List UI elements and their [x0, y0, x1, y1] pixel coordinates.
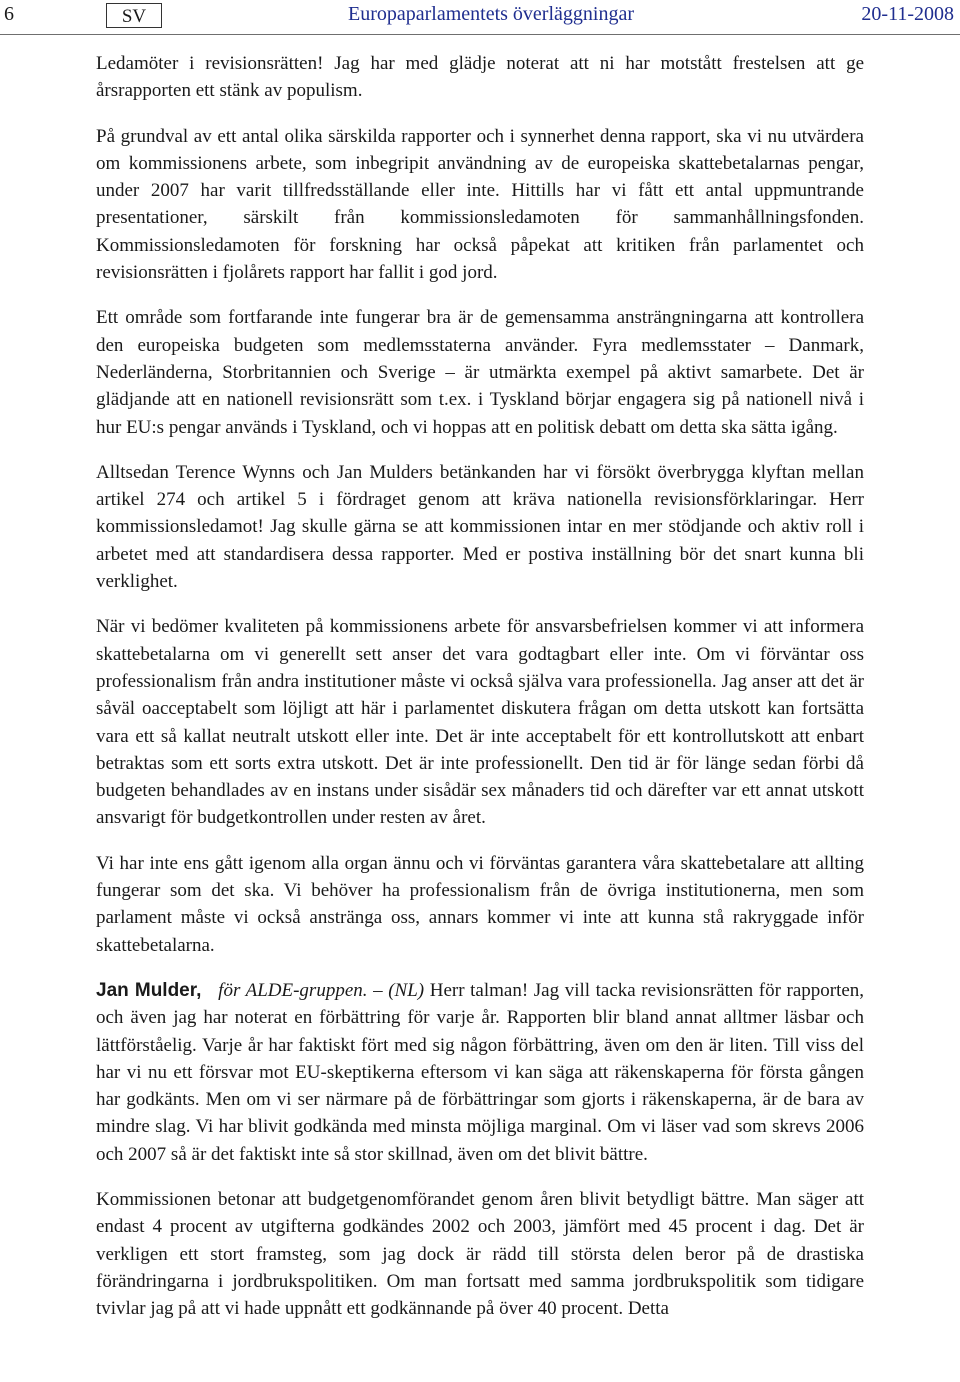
speaker-group: för ALDE-gruppen.: [218, 979, 368, 1001]
page-number: 6: [4, 3, 14, 25]
page-header: [0, 0, 960, 35]
document-date: 20-11-2008: [861, 3, 954, 25]
speech-paragraph: [96, 977, 864, 1168]
paragraph: Ett område som fortfarande inte fungerar bra är de gemensamma ansträngningarna att kontrollera den europeiska budgeten som medlemsstaterna använder. Fyra medlemsstater – Danmark, Nederländerna, Storbritannien och Sverige – är utmärkta exempel på aktivt samarbete. Det är glädjande att en nationell revisionsrätt som t.ex. i Tyskland börjar engagera sig på nationell nivå i hur EU:s pengar används i Tyskland, och vi hoppas att en politisk debatt om detta ska sätta igång.: [96, 307, 864, 438]
speech-text: Herr talman! Jag vill tacka revisionsrätten för rapporten, och även jag har noterat en förbättring för varje år. Rapporten blir bland annat alltmer läsbar och lättförståelig. Varje år har faktiskt fört med sig någon förbättring, även om den är liten. Till viss del har vi nu ett försvar mot EU-skeptikerna eftersom vi kan säga att räkenskaperna för första gången har godkänts. Men om vi ser närmare på de förbättringar som gjorts i räkenskaperna, är de bara av mindre slag. Vi har blivit godkända med minsta möjliga marginal. Om vi läser vad som skrevs 2006 och 2007 så är det faktiskt inte så stor skillnad, även om det blivit bättre.: [96, 979, 865, 1165]
document-title: Europaparlamentets överläggningar: [348, 3, 634, 25]
paragraph: När vi bedömer kvaliteten på kommissionens arbete för ansvarsbefrielsen kommer vi att informera skattebetalarna om vi generellt sett anser det vara godtagbart eller inte. Om vi förväntar oss professionalism från andra institutioner måste vi också själva vara professionella. Jag anser att det är såväl oacceptabelt som löjligt att här i parlamentet diskutera frågan om detta utskott kan fortsätta vara ett så kallat neutralt utskott eller inte. Det är inte acceptabelt för ett kontrollutskott att enbart betraktas som ett sorts extra utskott. Det är inte professionellt. Den tid är för länge sedan förbi då budgeten behandlades av en instans under sisådär sex månaders tid och därefter var ett annat utskott ansvarigt för budgetkontrollen under resten av året.: [96, 616, 864, 829]
language-code-box: SV: [106, 3, 162, 28]
paragraph: Alltsedan Terence Wynns och Jan Mulders betänkanden har vi försökt överbrygga klyftan mellan artikel 274 och artikel 5 i fördraget genom att kräva nationella revisionsförklaringar. Herr kommissionsledamot! Jag skulle gärna se att kommissionen intar en mer stödjande och aktiv roll i arbetet med att standardisera dessa rapporter. Med er postiva inställning bör det snart kunna bli verklighet.: [96, 461, 864, 593]
speech-language: (NL): [388, 979, 425, 1001]
speaker-name: Jan Mulder,: [96, 979, 202, 1001]
paragraph: Vi har inte ens gått igenom alla organ ännu och vi förväntas garantera våra skattebetalare att allting fungerar som det ska. Vi behöver ha professionalism från de övriga institutionerna, men som parlament måste vi också anstränga oss, annars kommer vi inte att kunna stå rakryggade inför skattebetalarna.: [96, 852, 864, 956]
paragraph: Kommissionen betonar att budgetgenomförandet genom åren blivit betydligt bättre. Man säger att endast 4 procent av utgifterna godkändes 2002 och 2003, jämfört med 45 procent i dag. Det är verkligen ett stort framsteg, som jag dock är rädd till största delen beror på de drastiska förändringarna i jordbrukspolitiken. Om man fortsatt med samma jordbrukspolitik som tidigare tvivlar jag på att vi hade uppnått ett godkännande på över 40 procent. Detta: [96, 1188, 864, 1320]
speech-dash: –: [373, 979, 383, 1001]
paragraph: På grundval av ett antal olika särskilda rapporter och i synnerhet denna rapport, ska vi nu utvärdera om kommissionens arbete, som inbegripit användning av de europeiska skattebetalarnas pengar, under 2007 har varit tillfredsställande eller inte. Hittills har vi fått ett antal uppmuntrande presentationer, särskilt från kommissionsledamoten för sammanhållningsfonden. Kommissionsledamoten för forskning har också påpekat att kritiken från parlamentet och revisionsrätten i fjolårets rapport har fallit i god jord.: [96, 125, 864, 284]
paragraph: Ledamöter i revisionsrätten! Jag har med glädje noterat att ni har motstått frestelsen att ge årsrapporten ett stänk av populism.: [96, 53, 864, 102]
document-body: [96, 50, 864, 1340]
